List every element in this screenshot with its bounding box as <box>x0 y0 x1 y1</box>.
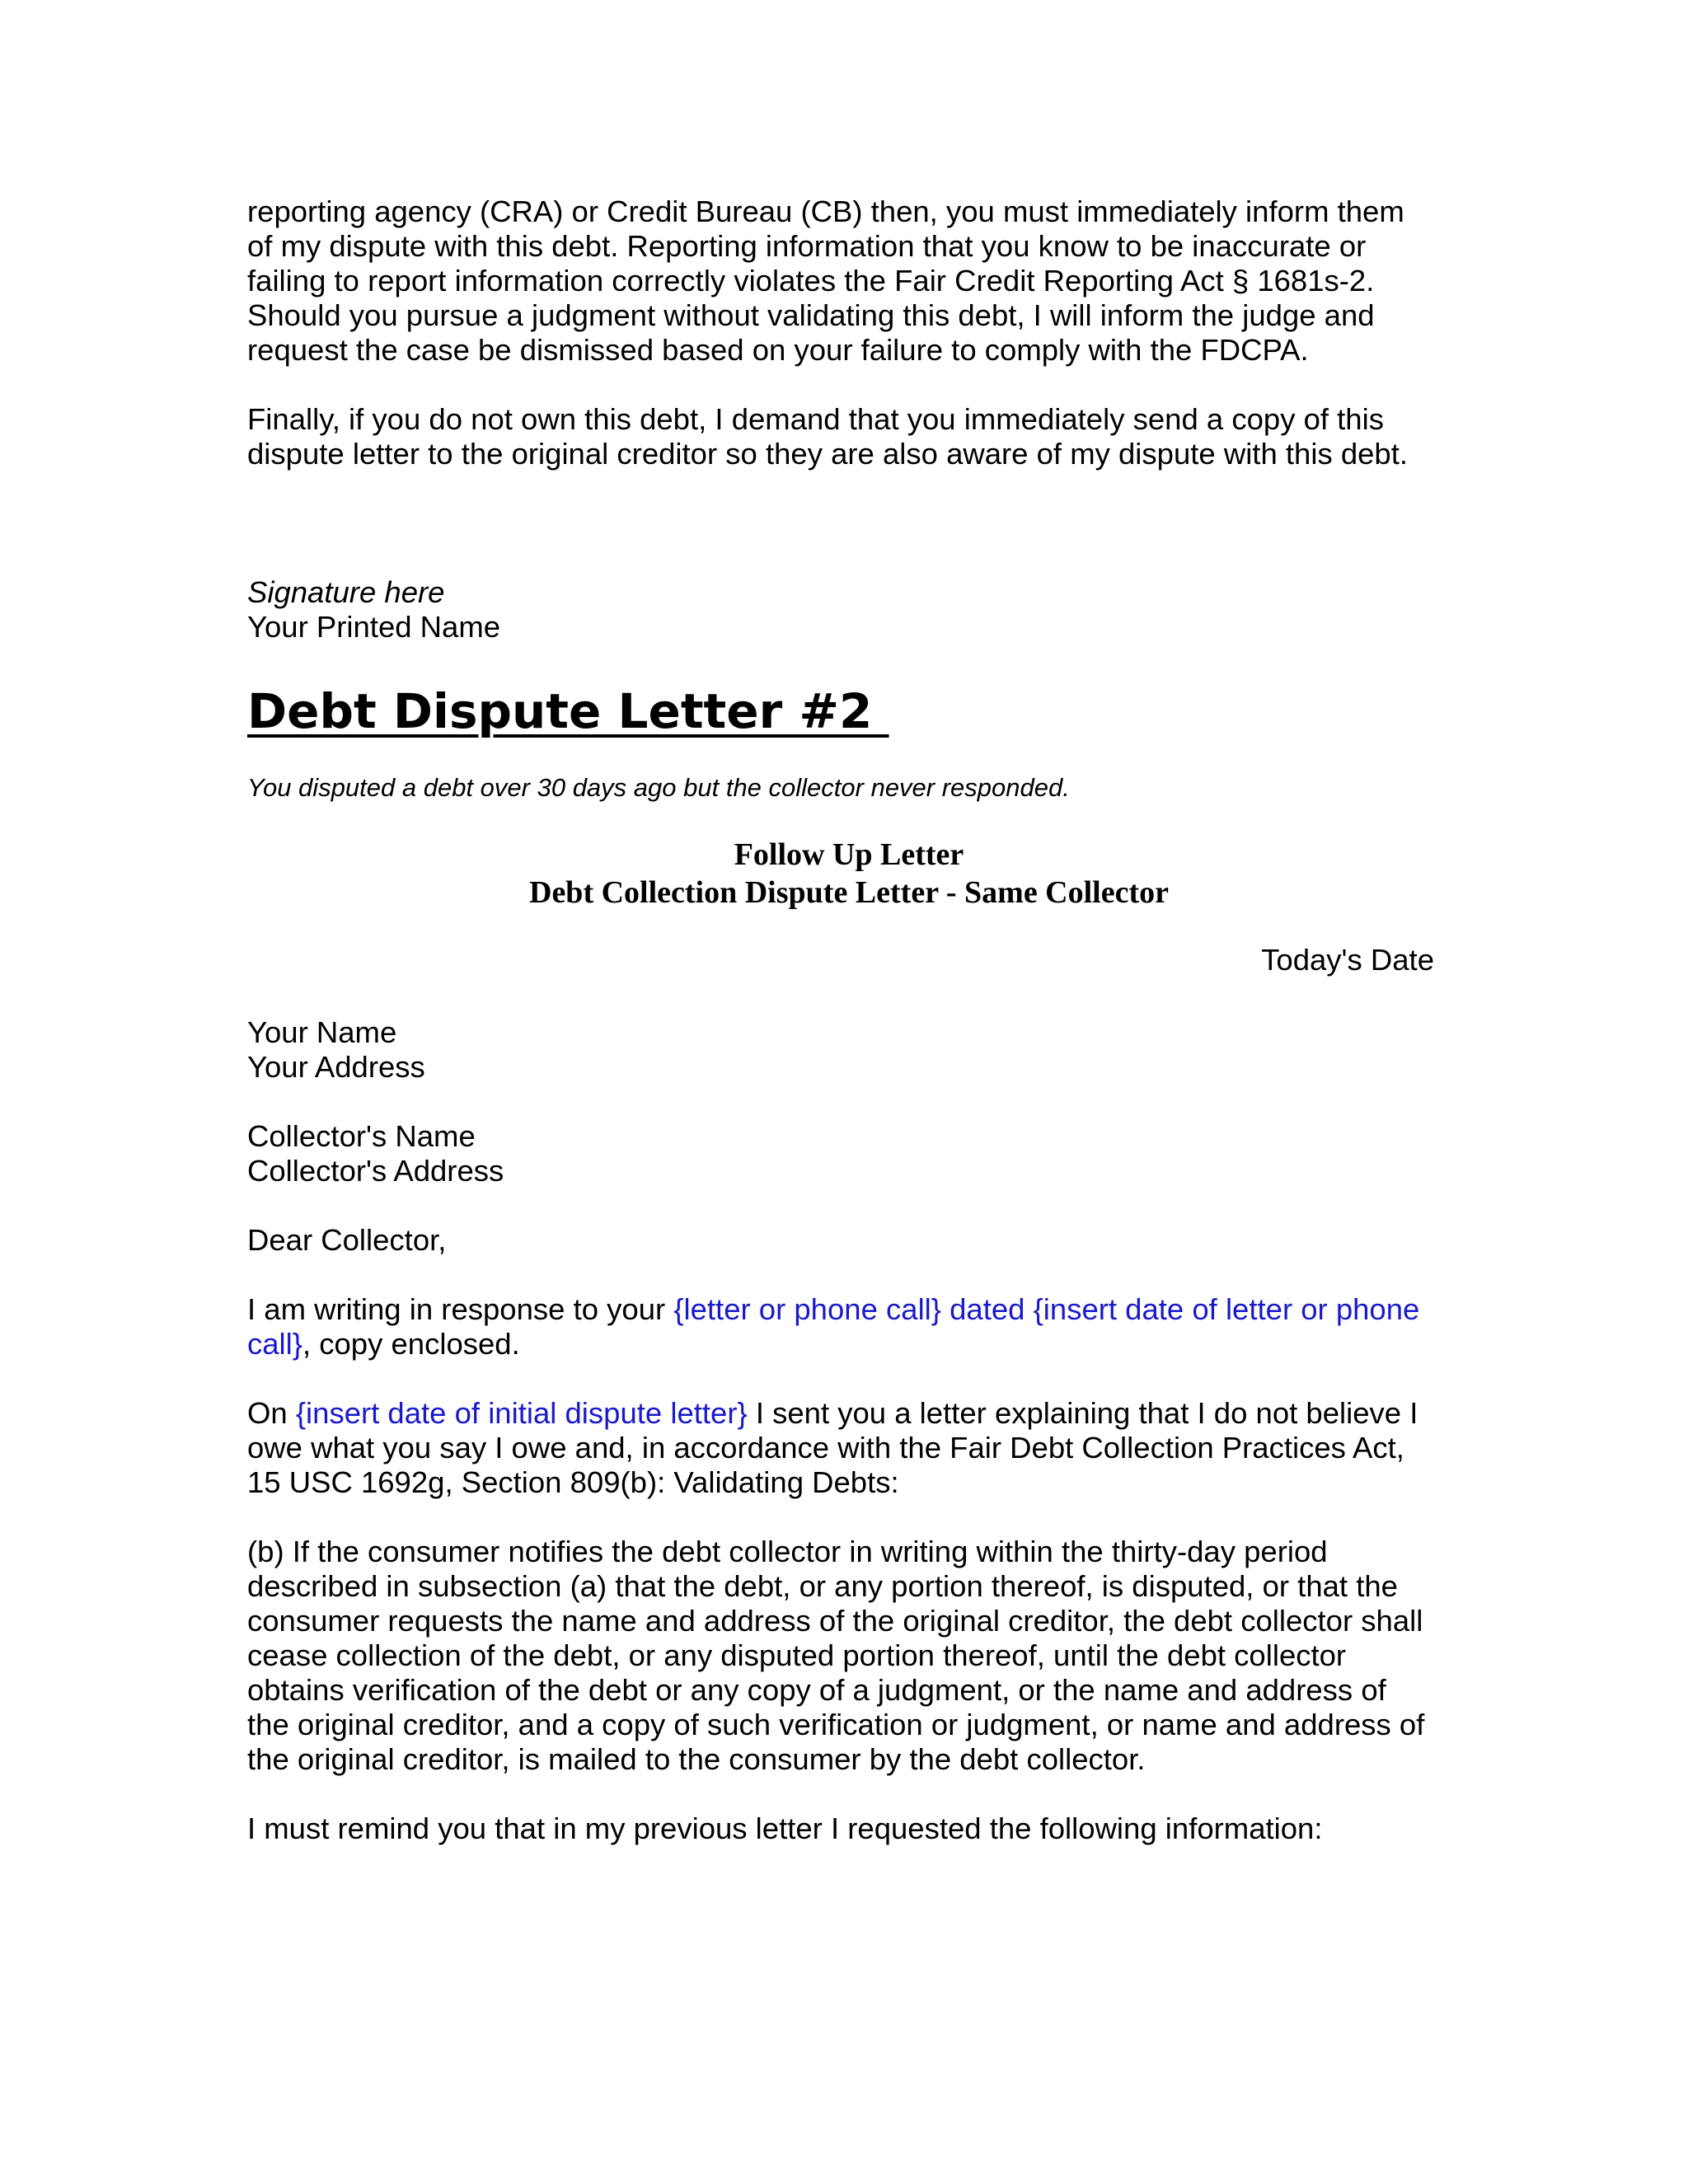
intro-line: Should you pursue a judgment without validating this debt, I will inform the judge and <box>247 298 1375 332</box>
intro-paragraph <box>247 194 1451 368</box>
document-content <box>247 194 1451 1881</box>
finally-line: dispute letter to the original creditor so they are also aware of my dispute with this debt. <box>247 437 1409 471</box>
initial-line <box>247 1396 1451 1431</box>
response-text: I am writing in response to your <box>247 1292 674 1326</box>
statute-line: obtains verification of the debt or any copy of a judgment, or the name and address of <box>247 1673 1386 1707</box>
intro-line: failing to report information correctly violates the Fair Credit Reporting Act § 1681s-2. <box>247 264 1375 298</box>
initial-line: 15 USC 1692g, Section 809(b): Validating Debts: <box>247 1465 899 1499</box>
letter-title-line1: Follow Up Letter <box>734 837 964 872</box>
collector-name: Collector's Name <box>247 1119 476 1153</box>
letter-title-line2: Debt Collection Dispute Letter - Same Collector <box>529 875 1169 910</box>
letter-subtitle: You disputed a debt over 30 days ago but the collector never responded. <box>247 773 1070 802</box>
signature-block <box>247 575 1451 644</box>
statute-line: consumer requests the name and address of the original creditor, the debt collector shall <box>247 1604 1423 1638</box>
response-line <box>247 1327 1451 1361</box>
initial-line: owe what you say I owe and, in accordance with the Fair Debt Collection Practices Act, <box>247 1431 1404 1465</box>
intro-line: of my dispute with this debt. Reporting information that you know to be inaccurate or <box>247 229 1367 263</box>
collector-address: Collector's Address <box>247 1154 504 1188</box>
printed-name: Your Printed Name <box>247 610 501 644</box>
initial-dispute-paragraph <box>247 1396 1451 1500</box>
salutation-text: Dear Collector, <box>247 1223 447 1257</box>
placeholder-text: call} <box>247 1327 302 1361</box>
statute-line: described in subsection (a) that the debt, or any portion thereof, is disputed, or that the <box>247 1569 1398 1603</box>
intro-line: reporting agency (CRA) or Credit Bureau (CB) then, you must immediately inform them <box>247 194 1404 228</box>
finally-paragraph <box>247 402 1451 471</box>
statute-line: the original creditor, and a copy of such verification or judgment, or name and address of <box>247 1708 1425 1741</box>
sender-name: Your Name <box>247 1015 397 1049</box>
initial-text: I sent you a letter explaining that I do not believe I <box>747 1396 1418 1430</box>
initial-text: On <box>247 1396 296 1430</box>
statute-line: the original creditor, is mailed to the consumer by the debt collector. <box>247 1742 1146 1776</box>
letter-date: Today's Date <box>1261 943 1434 977</box>
intro-line: request the case be dismissed based on your failure to comply with the FDCPA. <box>247 333 1309 367</box>
letter-heading: Debt Dispute Letter #2 <box>247 683 889 739</box>
response-line <box>247 1292 1451 1327</box>
statute-line: cease collection of the debt, or any disputed portion thereof, until the debt collector <box>247 1638 1347 1672</box>
sender-address: Your Address <box>247 1050 425 1084</box>
sender-block <box>247 1015 1451 1085</box>
response-text: , copy enclosed. <box>302 1327 520 1361</box>
placeholder-text: {insert date of initial dispute letter} <box>295 1396 748 1430</box>
collector-block <box>247 1119 1451 1188</box>
statute-paragraph <box>247 1535 1451 1777</box>
finally-line: Finally, if you do not own this debt, I demand that you immediately send a copy of this <box>247 402 1384 436</box>
reminder-text: I must remind you that in my previous letter I requested the following information: <box>247 1811 1323 1845</box>
letter-title-block <box>247 836 1451 912</box>
statute-line: (b) If the consumer notifies the debt collector in writing within the thirty-day period <box>247 1535 1328 1568</box>
reminder-paragraph <box>247 1811 1451 1846</box>
salutation <box>247 1223 1451 1258</box>
signature-label: Signature here <box>247 575 445 609</box>
response-paragraph <box>247 1292 1451 1361</box>
placeholder-text: {letter or phone call} dated {insert date of letter or phone <box>673 1292 1420 1326</box>
